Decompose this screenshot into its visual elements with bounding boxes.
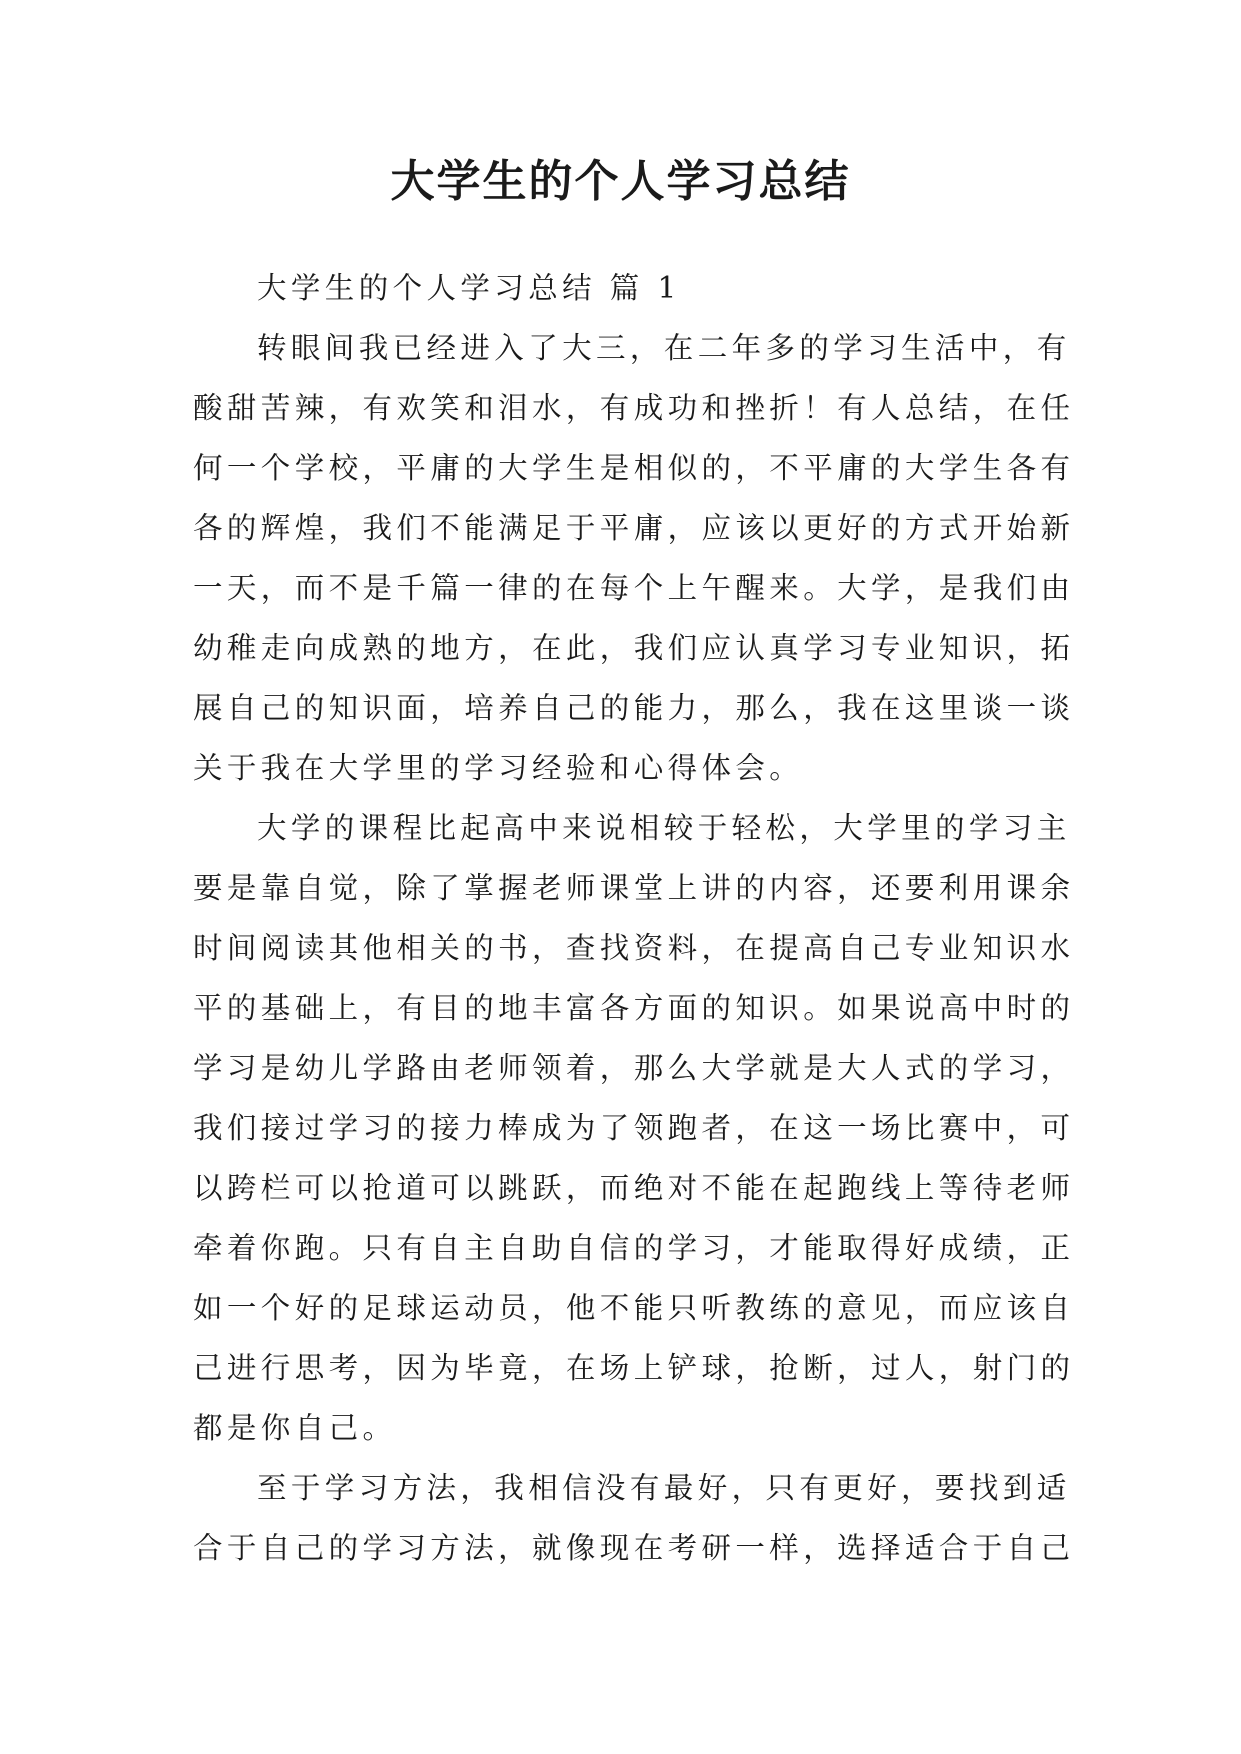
paragraph-line: 一天，而不是千篇一律的在每个上午醒来。大学，是我们由: [193, 571, 1075, 605]
paragraph-line: 学习是幼儿学路由老师领着，那么大学就是大人式的学习，: [193, 1051, 1075, 1085]
paragraph-line: 何一个学校，平庸的大学生是相似的，不平庸的大学生各有: [193, 451, 1075, 485]
paragraph-line: 己进行思考，因为毕竟，在场上铲球，抢断，过人，射门的: [193, 1351, 1075, 1385]
section-heading: 大学生的个人学习总结 篇 1: [257, 271, 681, 305]
paragraph-line: 转眼间我已经进入了大三，在二年多的学习生活中，有: [257, 331, 1071, 365]
paragraph-line: 牵着你跑。只有自主自助自信的学习，才能取得好成绩，正: [193, 1231, 1075, 1265]
paragraph-line: 平的基础上，有目的地丰富各方面的知识。如果说高中时的: [193, 991, 1075, 1025]
paragraph-line: 展自己的知识面，培养自己的能力，那么，我在这里谈一谈: [193, 691, 1075, 725]
paragraph-line: 各的辉煌，我们不能满足于平庸，应该以更好的方式开始新: [193, 511, 1075, 545]
paragraph-line: 关于我在大学里的学习经验和心得体会。: [193, 751, 804, 785]
paragraph-line: 酸甜苦辣，有欢笑和泪水，有成功和挫折！有人总结，在任: [193, 391, 1075, 425]
document-title: 大学生的个人学习总结: [390, 156, 851, 207]
paragraph-line: 幼稚走向成熟的地方，在此，我们应认真学习专业知识，拓: [193, 631, 1075, 665]
paragraph-line: 合于自己的学习方法，就像现在考研一样，选择适合于自己: [193, 1531, 1075, 1565]
paragraph-line: 以跨栏可以抢道可以跳跃，而绝对不能在起跑线上等待老师: [193, 1171, 1075, 1205]
paragraph-line: 都是你自己。: [193, 1411, 397, 1445]
paragraph-line: 要是靠自觉，除了掌握老师课堂上讲的内容，还要利用课余: [193, 871, 1075, 905]
paragraph-line: 大学的课程比起高中来说相较于轻松，大学里的学习主: [257, 811, 1071, 845]
paragraph-line: 我们接过学习的接力棒成为了领跑者，在这一场比赛中，可: [193, 1111, 1075, 1145]
paragraph-line: 时间阅读其他相关的书，查找资料，在提高自己专业知识水: [193, 931, 1075, 965]
document-body: [193, 258, 1075, 1578]
paragraph-line: 如一个好的足球运动员，他不能只听教练的意见，而应该自: [193, 1291, 1075, 1325]
paragraph-line: 至于学习方法，我相信没有最好，只有更好，要找到适: [257, 1471, 1071, 1505]
